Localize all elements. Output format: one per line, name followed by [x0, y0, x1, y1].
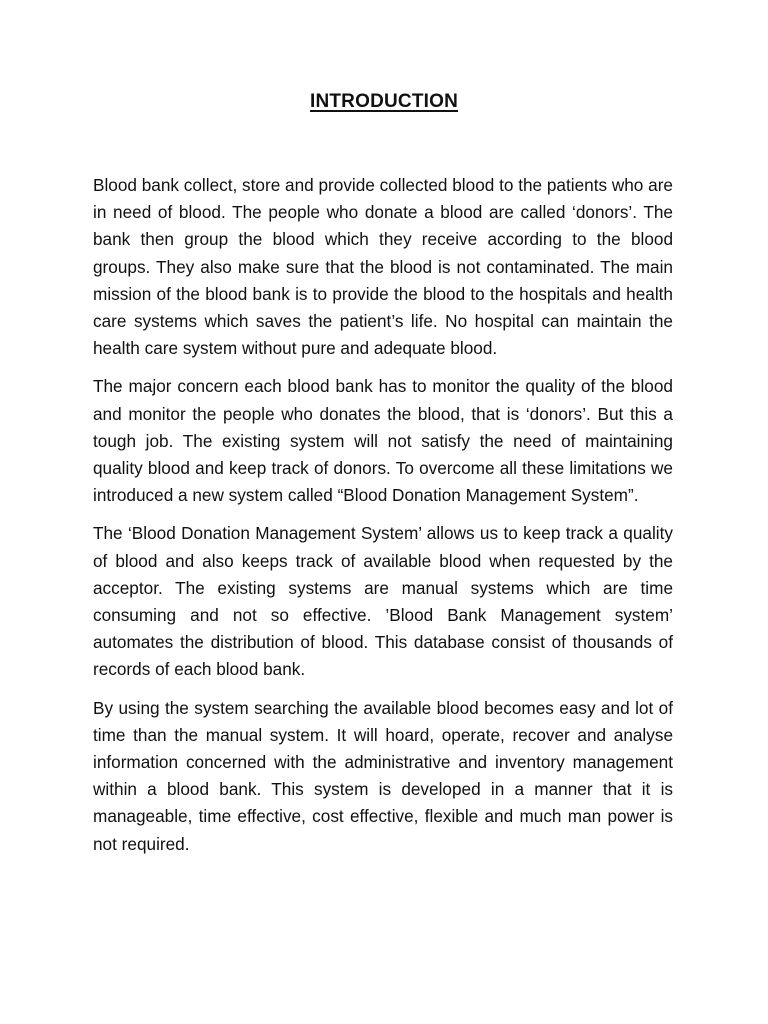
page-title [0, 88, 768, 116]
paragraph-2: The major concern each blood bank has to monitor the quality of the blood and monitor the people who donates the blood, that is ‘donors’. But this a tough job. The existing system will not satisfy the need of maintaining quality blood and keep track of donors. To overcome all these limitations we introduced a new system called “Blood Donation Management System”. [93, 376, 673, 506]
page-title-text: INTRODUCTION [309, 91, 459, 112]
paragraph-3: The ‘Blood Donation Management System’ allows us to keep track a quality of blood and also keeps track of available blood when requested by the acceptor. The existing systems are manual systems which are time consuming and not so effective. ’Blood Bank Management system’ automates the distribution of blood. This database consist of thousands of records of each blood bank. [93, 523, 673, 680]
paragraph-4: By using the system searching the available blood becomes easy and lot of time than the manual system. It will hoard, operate, recover and analyse information concerned with the administrative and inventory management within a blood bank. This system is developed in a manner that it is manageable, time effective, cost effective, flexible and much man power is not required. [93, 697, 673, 854]
paragraph-1: Blood bank collect, store and provide collected blood to the patients who are in need of blood. The people who donate a blood are called ‘donors’. The bank then group the blood which they receive according to the blood groups. They also make sure that the blood is not contaminated. The main mission of the blood bank is to provide the blood to the hospitals and health care systems which saves the patient’s life. No hospital can maintain the health care system without pure and adequate blood. [93, 175, 673, 359]
document-body [93, 172, 673, 869]
